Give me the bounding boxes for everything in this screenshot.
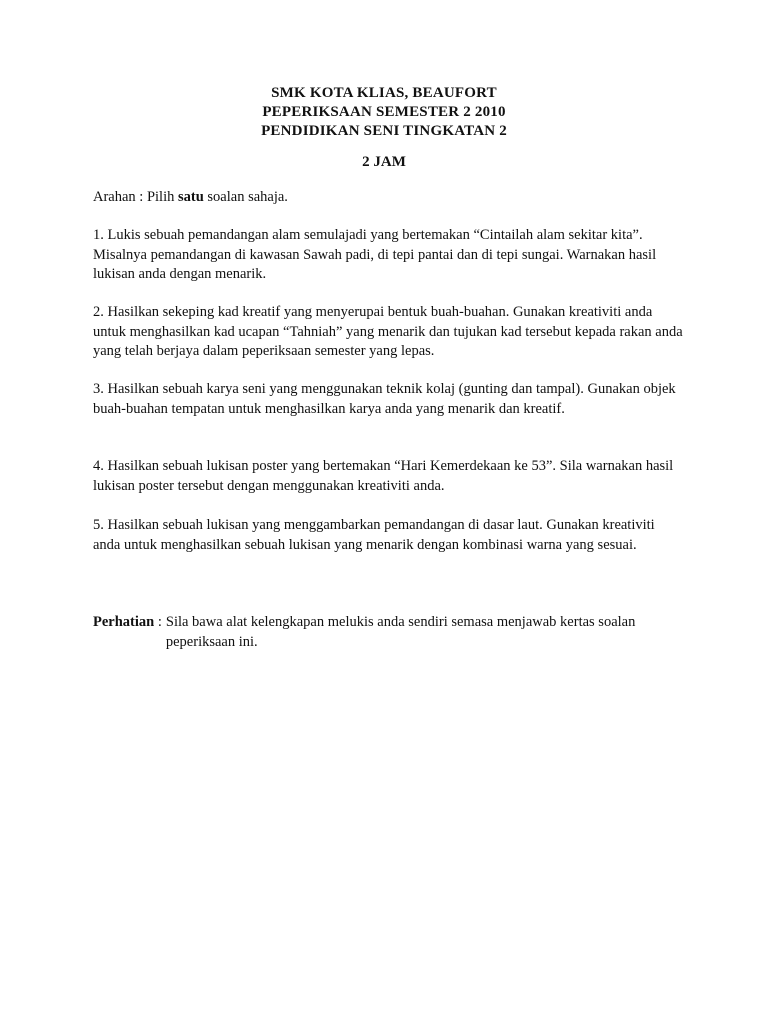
instruction-suffix: soalan sahaja. [203, 189, 288, 205]
attention-text: Sila bawa alat kelengkapan melukis anda sendiri semasa menjawab kertas soalan peperiksaan ini. [165, 614, 636, 650]
attention-label-group [93, 612, 162, 652]
document-header [0, 84, 768, 141]
school-name: SMK KOTA KLIAS, BEAUFORT [271, 85, 497, 101]
instruction-line [93, 188, 683, 208]
instruction-emphasis: satu [177, 189, 204, 205]
instruction-prefix: Arahan : Pilih [93, 189, 178, 205]
exam-title: PEPERIKSAAN SEMESTER 2 2010 [262, 104, 506, 120]
attention-label: Perhatian [93, 614, 155, 630]
exam-duration: 2 JAM [362, 154, 406, 170]
question-3: 3. Hasilkan sebuah karya seni yang menggunakan teknik kolaj (gunting dan tampal). Gunakan objek buah-buahan tempatan untuk menghasilkan karya anda yang menarik dan kreatif. [93, 381, 676, 417]
subject-title: PENDIDIKAN SENI TINGKATAN 2 [261, 123, 507, 139]
question-1: 1. Lukis sebuah pemandangan alam semulajadi yang bertemakan “Cintailah alam sekitar kita”. Misalnya pemandangan di kawasan Sawah padi, di tepi pantai dan di tepi sungai. Warnakan hasil lukisan anda dengan menarik. [93, 227, 657, 282]
question-5: 5. Hasilkan sebuah lukisan yang menggambarkan pemandangan di dasar laut. Gunakan kreativiti anda untuk menghasilkan sebuah lukisan yang menarik dengan kombinasi warna yang sesuai. [93, 517, 655, 553]
attention-separator: : [154, 614, 162, 630]
attention-note [93, 612, 693, 652]
question-2: 2. Hasilkan sekeping kad kreatif yang menyerupai bentuk buah-buahan. Gunakan kreativiti anda untuk menghasilkan kad ucapan “Tahniah” yang menarik dan tujukan kad tersebut kepada rakan anda yang telah berjaya dalam peperiksaan semester yang lepas. [93, 304, 683, 359]
question-4: 4. Hasilkan sebuah lukisan poster yang bertemakan “Hari Kemerdekaan ke 53”. Sila warnakan hasil lukisan poster tersebut dengan menggunakan kreativiti anda. [93, 458, 674, 494]
